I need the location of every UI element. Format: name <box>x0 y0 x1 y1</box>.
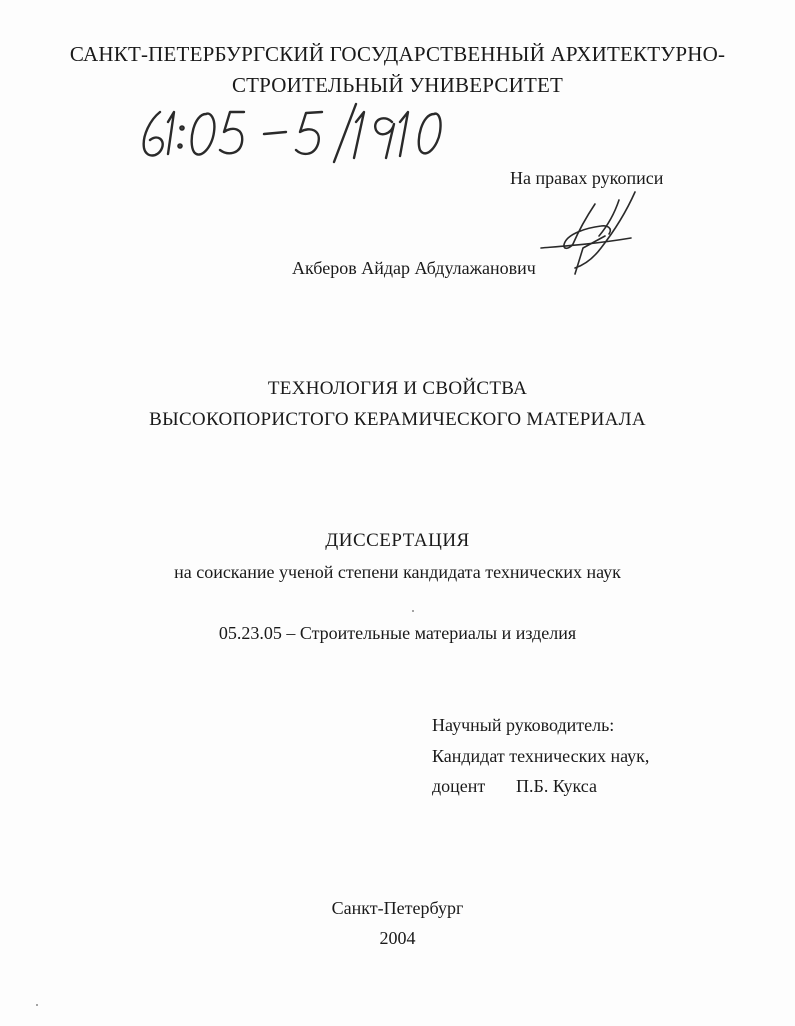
university-name-line-2: СТРОИТЕЛЬНЫЙ УНИВЕРСИТЕТ <box>231 73 564 97</box>
handwritten-catalog-code <box>138 98 458 168</box>
dissertation-title-line-1: ТЕХНОЛОГИЯ И СВОЙСТВА <box>267 378 528 399</box>
supervisor-label: Научный руководитель: <box>432 715 615 735</box>
supervisor-position: доцент <box>432 776 486 796</box>
scan-speck <box>36 1004 38 1006</box>
signature-drawing <box>535 190 645 280</box>
supervisor-degree: Кандидат технических наук, <box>432 746 650 766</box>
city: Санкт-Петербург <box>331 898 464 918</box>
author-name: Акберов Айдар Абдулажанович <box>292 258 536 278</box>
dissertation-title-line-2: ВЫСОКОПОРИСТОГО КЕРАМИЧЕСКОГО МАТЕРИАЛА <box>149 409 646 430</box>
manuscript-rights-note: На правах рукописи <box>510 168 664 188</box>
scan-speck <box>412 610 414 612</box>
handwritten-code-drawing <box>138 98 458 168</box>
author-signature <box>535 190 645 280</box>
university-name-line-1: САНКТ-ПЕТЕРБУРГСКИЙ ГОСУДАРСТВЕННЫЙ АРХИТЕКТУРНО- <box>69 42 726 66</box>
dissertation-subheading: на соискание ученой степени кандидата технических наук <box>174 562 621 582</box>
specialty-code: 05.23.05 – Строительные материалы и изделия <box>218 623 577 643</box>
supervisor-name: П.Б. Кукса <box>516 776 597 796</box>
dissertation-heading: ДИССЕРТАЦИЯ <box>325 530 470 551</box>
year: 2004 <box>379 928 416 948</box>
